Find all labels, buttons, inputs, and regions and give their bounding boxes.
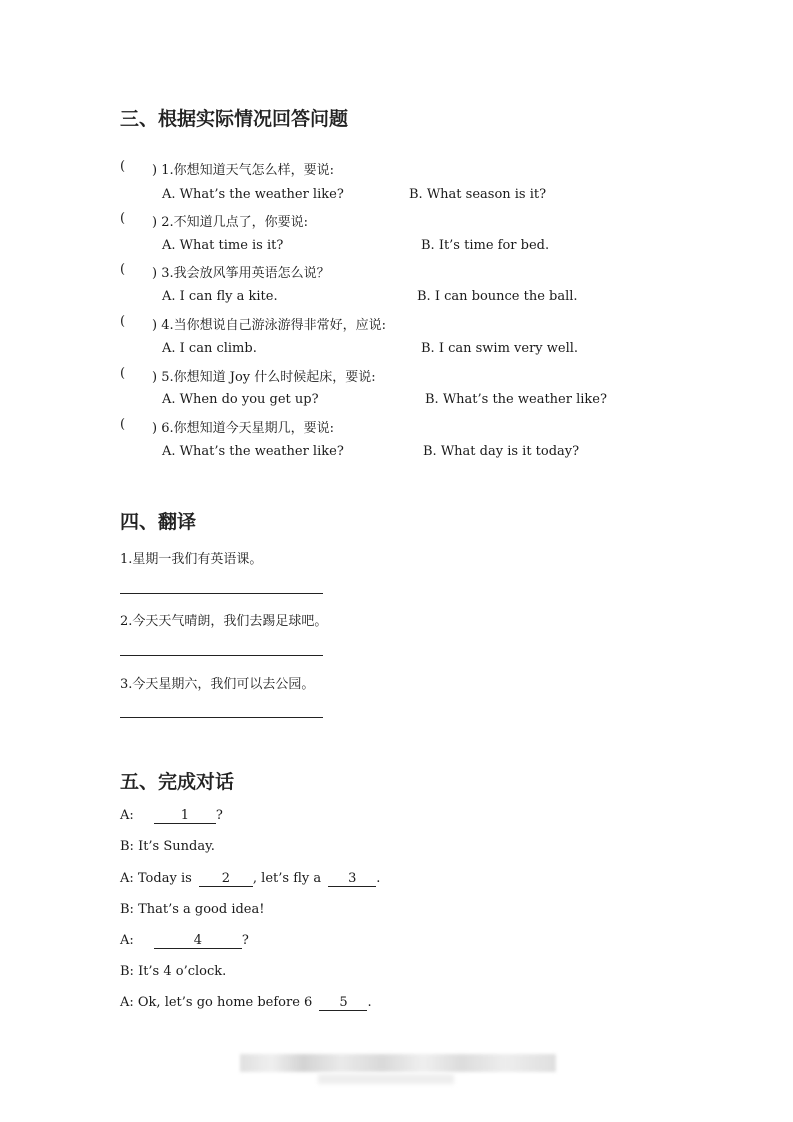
option-3b: B. I can bounce the ball. (417, 289, 578, 304)
answer-paren: ( (120, 159, 126, 174)
option-2a: A. What time is it? (162, 238, 284, 253)
dialogue-line-5 (120, 933, 249, 949)
option-5a: A. When do you get up? (162, 392, 319, 407)
dialogue-text: A: (120, 808, 134, 823)
dialogue-text: , let’s fly a (252, 871, 322, 886)
blank-5[interactable]: 5 (319, 995, 367, 1011)
answer-paren: ( (120, 366, 126, 381)
question-4: ) 4.当你想说自己游泳游得非常好，应说: (152, 318, 386, 333)
option-4b: B. I can swim very well. (421, 341, 579, 356)
option-2b: B. It’s time for bed. (421, 238, 550, 253)
translate-item-3: 3.今天星期六，我们可以去公园。 (120, 677, 315, 692)
dialogue-text: . (376, 871, 381, 886)
question-1: ) 1.你想知道天气怎么样，要说: (152, 163, 334, 178)
blank-4[interactable]: 4 (154, 933, 242, 949)
blank-1[interactable]: 1 (154, 808, 216, 824)
dialogue-line-2: B: It’s Sunday. (120, 839, 215, 854)
section3-heading: 三、根据实际情况回答问题 (120, 108, 349, 130)
question-3: ) 3.我会放风筝用英语怎么说？ (152, 266, 330, 281)
blank-2[interactable]: 2 (199, 871, 253, 887)
blurred-watermark (240, 1054, 556, 1072)
question-5: ) 5.你想知道 Joy 什么时候起床，要说: (152, 370, 376, 385)
option-6b: B. What day is it today? (423, 444, 580, 459)
dialogue-line-3 (120, 871, 380, 887)
dialogue-line-6: B: It’s 4 o’clock. (120, 964, 227, 979)
option-4a: A. I can climb. (162, 341, 257, 356)
dialogue-text: ? (241, 933, 249, 948)
blurred-watermark-sub (318, 1074, 454, 1084)
question-6: ) 6.你想知道今天星期几，要说: (152, 421, 334, 436)
option-1a: A. What’s the weather like? (162, 187, 344, 202)
answer-paren: ( (120, 211, 126, 226)
dialogue-line-7 (120, 995, 372, 1011)
answer-paren: ( (120, 417, 126, 432)
dialogue-text: A: (120, 933, 134, 948)
dialogue-text: . (367, 995, 372, 1010)
option-1b: B. What season is it? (409, 187, 547, 202)
option-5b: B. What’s the weather like? (425, 392, 607, 407)
option-3a: A. I can fly a kite. (162, 289, 278, 304)
answer-line-1[interactable] (120, 593, 323, 594)
answer-paren: ( (120, 262, 126, 277)
dialogue-line-4: B: That’s a good idea! (120, 902, 265, 917)
blank-3[interactable]: 3 (328, 871, 376, 887)
option-6a: A. What’s the weather like? (162, 444, 344, 459)
dialogue-text: A: Ok, let’s go home before 6 (120, 995, 313, 1010)
dialogue-text: A: Today is (120, 871, 192, 886)
dialogue-line-1 (120, 808, 223, 824)
section5-heading: 五、完成对话 (120, 771, 235, 793)
translate-item-1: 1.星期一我们有英语课。 (120, 552, 263, 567)
translate-item-2: 2.今天天气晴朗，我们去踢足球吧。 (120, 614, 328, 629)
section4-heading: 四、翻译 (120, 511, 197, 533)
answer-line-3[interactable] (120, 717, 323, 718)
question-2: ) 2.不知道几点了，你要说: (152, 215, 308, 230)
answer-line-2[interactable] (120, 655, 323, 656)
dialogue-text: ? (215, 808, 223, 823)
answer-paren: ( (120, 314, 126, 329)
